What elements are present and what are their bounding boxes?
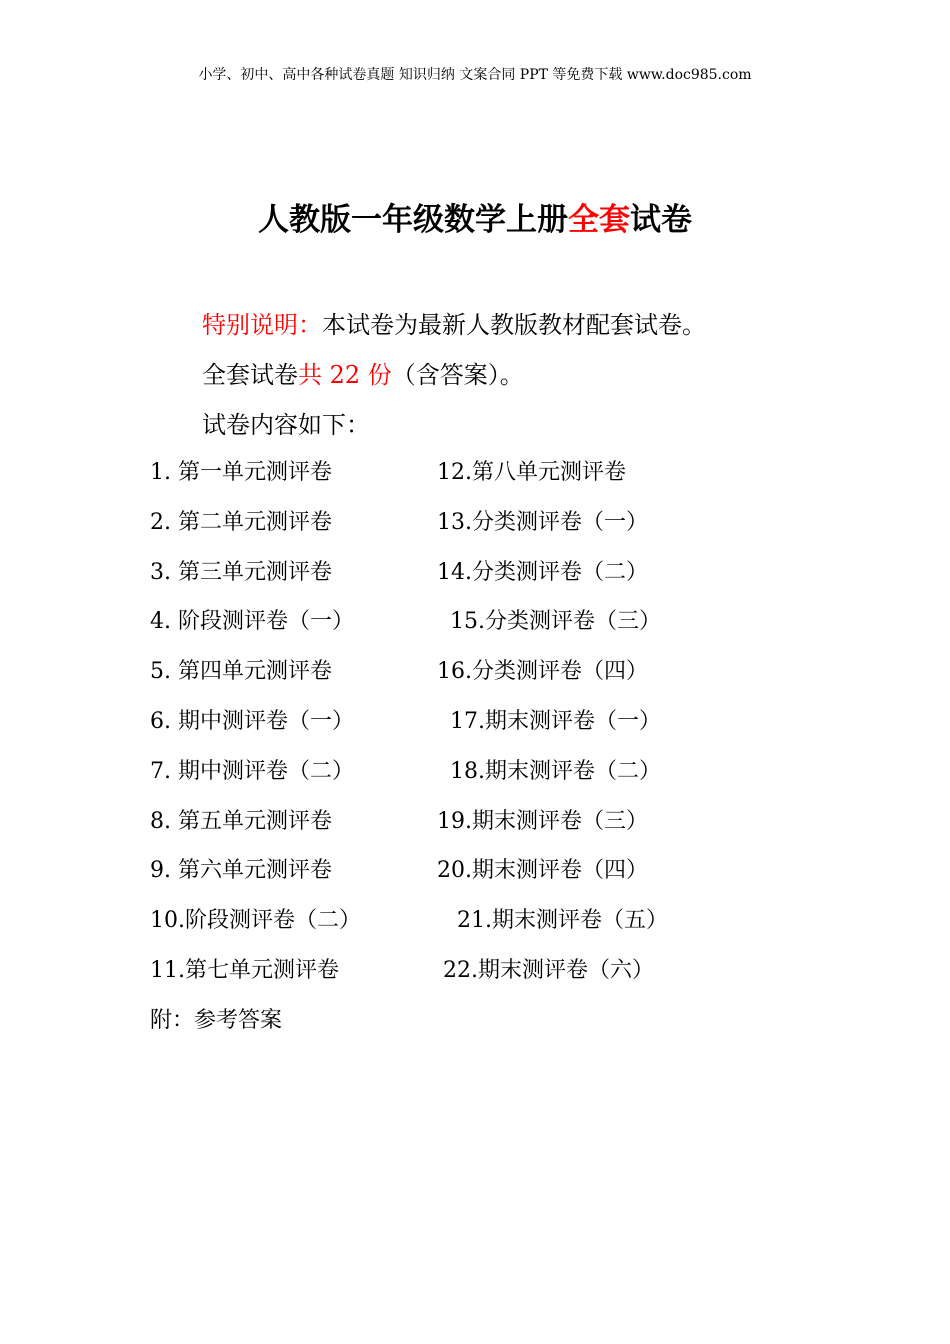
contents-item-10: 10.阶段测评卷（二）	[150, 908, 361, 933]
page-header-banner: 小学、初中、高中各种试卷真题 知识归纳 文案合同 PPT 等免费下载 www.doc985.com	[198, 67, 752, 83]
set-count-line	[202, 355, 524, 390]
contents-item-12: 12.第八单元测评卷	[437, 460, 626, 485]
title-part-1: 人教版一年级数学上册	[258, 202, 568, 238]
contents-item-13: 13.分类测评卷（一）	[437, 510, 648, 535]
contents-item-2: 2. 第二单元测评卷	[150, 510, 332, 535]
document-title	[0, 194, 950, 239]
contents-item-20: 20.期末测评卷（四）	[437, 858, 648, 883]
contents-item-6: 6. 期中测评卷（一）	[150, 709, 354, 734]
contents-item-5: 5. 第四单元测评卷	[150, 659, 332, 684]
contents-item-21: 21.期末测评卷（五）	[457, 908, 668, 933]
special-note-label: 特别说明：	[202, 311, 322, 339]
contents-item-8: 8. 第五单元测评卷	[150, 809, 332, 834]
set-count-prefix: 全套试卷	[202, 361, 298, 389]
contents-item-16: 16.分类测评卷（四）	[437, 659, 648, 684]
set-count-suffix: （含答案）。	[391, 361, 524, 389]
contents-item-17: 17.期末测评卷（一）	[450, 709, 661, 734]
contents-item-3: 3. 第三单元测评卷	[150, 560, 332, 585]
contents-item-11: 11.第七单元测评卷	[150, 958, 339, 983]
contents-item-1: 1. 第一单元测评卷	[150, 460, 332, 485]
title-highlight: 全套	[568, 202, 630, 238]
contents-item-4: 4. 阶段测评卷（一）	[150, 609, 354, 634]
set-count-highlight: 共 22 份	[298, 361, 392, 389]
contents-heading: 试卷内容如下：	[202, 411, 370, 439]
contents-item-15: 15.分类测评卷（三）	[450, 609, 661, 634]
contents-item-22: 22.期末测评卷（六）	[443, 958, 654, 983]
contents-item-19: 19.期末测评卷（三）	[437, 809, 648, 834]
appendix-answers: 附：参考答案	[150, 1008, 283, 1033]
special-note-line	[202, 305, 706, 340]
title-part-2: 试卷	[630, 202, 692, 238]
special-note-text: 本试卷为最新人教版教材配套试卷。	[322, 311, 706, 339]
contents-item-18: 18.期末测评卷（二）	[450, 759, 661, 784]
contents-item-14: 14.分类测评卷（二）	[437, 560, 648, 585]
contents-item-7: 7. 期中测评卷（二）	[150, 759, 354, 784]
contents-item-9: 9. 第六单元测评卷	[150, 858, 332, 883]
